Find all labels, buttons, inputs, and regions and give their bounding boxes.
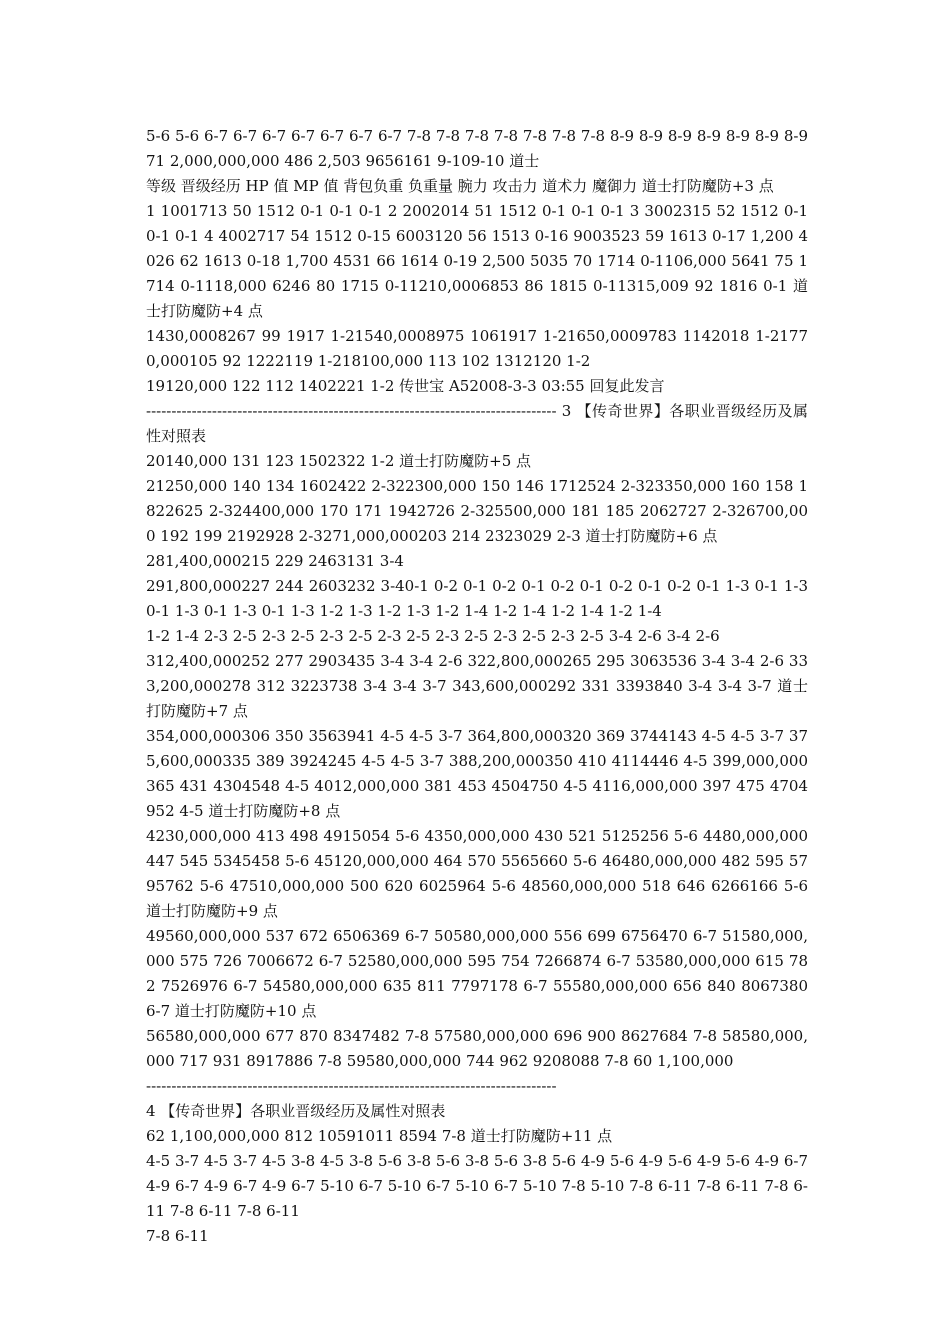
text-line-1: 5-6 5-6 6-7 6-7 6-7 6-7 6-7 6-7 6-7 7-8 7-8 7-8 7-8 7-8 7-8 7-8 8-9 8-9 8-9 8-9 8-9 8-9 8-9 71 2,000,000,000 486 2,503 9656161 9-109-10 道士: [146, 127, 808, 170]
section-4-heading: 4 【传奇世界】各职业晋级经历及属性对照表: [146, 1102, 446, 1120]
table-header-line: 等级 晋级经历 HP 值 MP 值 背包负重 负重量 腕力 攻击力 道术力 魔御力 道士打防魔防+3 点: [146, 177, 774, 195]
document-page: [146, 124, 808, 1249]
text-line-20: 4-5 3-7 4-5 3-7 4-5 3-8 4-5 3-8 5-6 3-8 5-6 3-8 5-6 3-8 5-6 4-9 5-6 4-9 5-6 4-9 5-6 4-9 6-7 4-9 6-7 4-9 6-7 4-9 6-7 5-10 6-7 5-10 6-7 5-10 6-7 5-10 7-8 5-10 7-8 6-11 7-8 6-11 7-8 6-11 7-8 6-11 7-8 6-11: [146, 1152, 808, 1220]
text-line-9: 281,400,000215 229 2463131 3-4: [146, 552, 404, 570]
text-line-15: 49560,000,000 537 672 6506369 6-7 50580,000,000 556 699 6756470 6-7 51580,000,000 575 726 7006672 6-7 52580,000,000 595 754 7266874 6-7 53580,000,000 615 782 7526976 6-7 54580,000,000 635 811 7797178 6-7 55580,000,000 656 840 8067380 6-7 道士打防魔防+10 点: [146, 927, 808, 1020]
text-line-19: 62 1,100,000,000 812 10591011 8594 7-8 道士打防魔防+11 点: [146, 1127, 613, 1145]
text-line-16: 56580,000,000 677 870 8347482 7-8 57580,000,000 696 900 8627684 7-8 58580,000,000 717 931 8917886 7-8 59580,000,000 744 962 9208088 7-8 60 1,100,000: [146, 1027, 808, 1070]
text-line-10: 291,800,000227 244 2603232 3-40-1 0-2 0-1 0-2 0-1 0-2 0-1 0-2 0-1 0-2 0-1 1-3 0-1 1-3 0-1 1-3 0-1 1-3 0-1 1-3 1-2 1-3 1-2 1-3 1-2 1-4 1-2 1-4 1-2 1-4 1-2 1-4: [146, 577, 808, 620]
dashed-divider: ---------------------------------------------------------------------------------: [146, 1077, 557, 1095]
text-line-4: 1430,0008267 99 1917 1-21540,0008975 1061917 1-21650,0009783 1142018 1-21770,000105 92 1222119 1-218100,000 113 102 1312120 1-2: [146, 327, 808, 370]
text-line-3: 1 1001713 50 1512 0-1 0-1 0-1 2 2002014 51 1512 0-1 0-1 0-1 3 3002315 52 1512 0-1 0-1 0-1 4 4002717 54 1512 0-15 6003120 56 1513 0-16 9003523 59 1613 0-17 1,200 4026 62 1613 0-18 1,700 4531 66 1614 0-19 2,500 5035 70 1714 0-1106,000 5641 75 1714 0-1118,000 6246 80 1715 0-11210,0006853 86 1815 0-11315,009 92 1816 0-1 道士打防魔防+4 点: [146, 202, 808, 320]
text-line-8: 21250,000 140 134 1602422 2-322300,000 150 146 1712524 2-323350,000 160 158 1822625 2-324400,000 170 171 1942726 2-325500,000 181 185 2062727 2-326700,000 192 199 2192928 2-3271,000,000203 214 2323029 2-3 道士打防魔防+6 点: [146, 477, 808, 545]
reply-footer-line: 19120,000 122 112 1402221 1-2 传世宝 A52008-3-3 03:55 回复此发言: [146, 377, 665, 395]
text-line-13: 354,000,000306 350 3563941 4-5 4-5 3-7 364,800,000320 369 3744143 4-5 4-5 3-7 375,600,000335 389 3924245 4-5 4-5 3-7 388,200,000350 410 4114446 4-5 399,000,000365 431 4304548 4-5 4012,000,000 381 453 4504750 4-5 4116,000,000 397 475 4704952 4-5 道士打防魔防+8 点: [146, 727, 808, 820]
text-line-21: 7-8 6-11: [146, 1227, 209, 1245]
text-line-11: 1-2 1-4 2-3 2-5 2-3 2-5 2-3 2-5 2-3 2-5 2-3 2-5 2-3 2-5 2-3 2-5 3-4 2-6 3-4 2-6: [146, 627, 720, 645]
text-line-7: 20140,000 131 123 1502322 1-2 道士打防魔防+5 点: [146, 452, 532, 470]
text-line-12: 312,400,000252 277 2903435 3-4 3-4 2-6 322,800,000265 295 3063536 3-4 3-4 2-6 333,200,000278 312 3223738 3-4 3-4 3-7 343,600,000292 331 3393840 3-4 3-4 3-7 道士打防魔防+7 点: [146, 652, 808, 720]
text-line-14: 4230,000,000 413 498 4915054 5-6 4350,000,000 430 521 5125256 5-6 4480,000,000 447 545 5345458 5-6 45120,000,000 464 570 5565660 5-6 46480,000,000 482 595 5795762 5-6 47510,000,000 500 620 6025964 5-6 48560,000,000 518 646 6266166 5-6 道士打防魔防+9 点: [146, 827, 808, 920]
section-3-heading: --------------------------------------------------------------------------------- 3 【传奇世界】各职业晋级经历及属性对照表: [146, 402, 808, 445]
